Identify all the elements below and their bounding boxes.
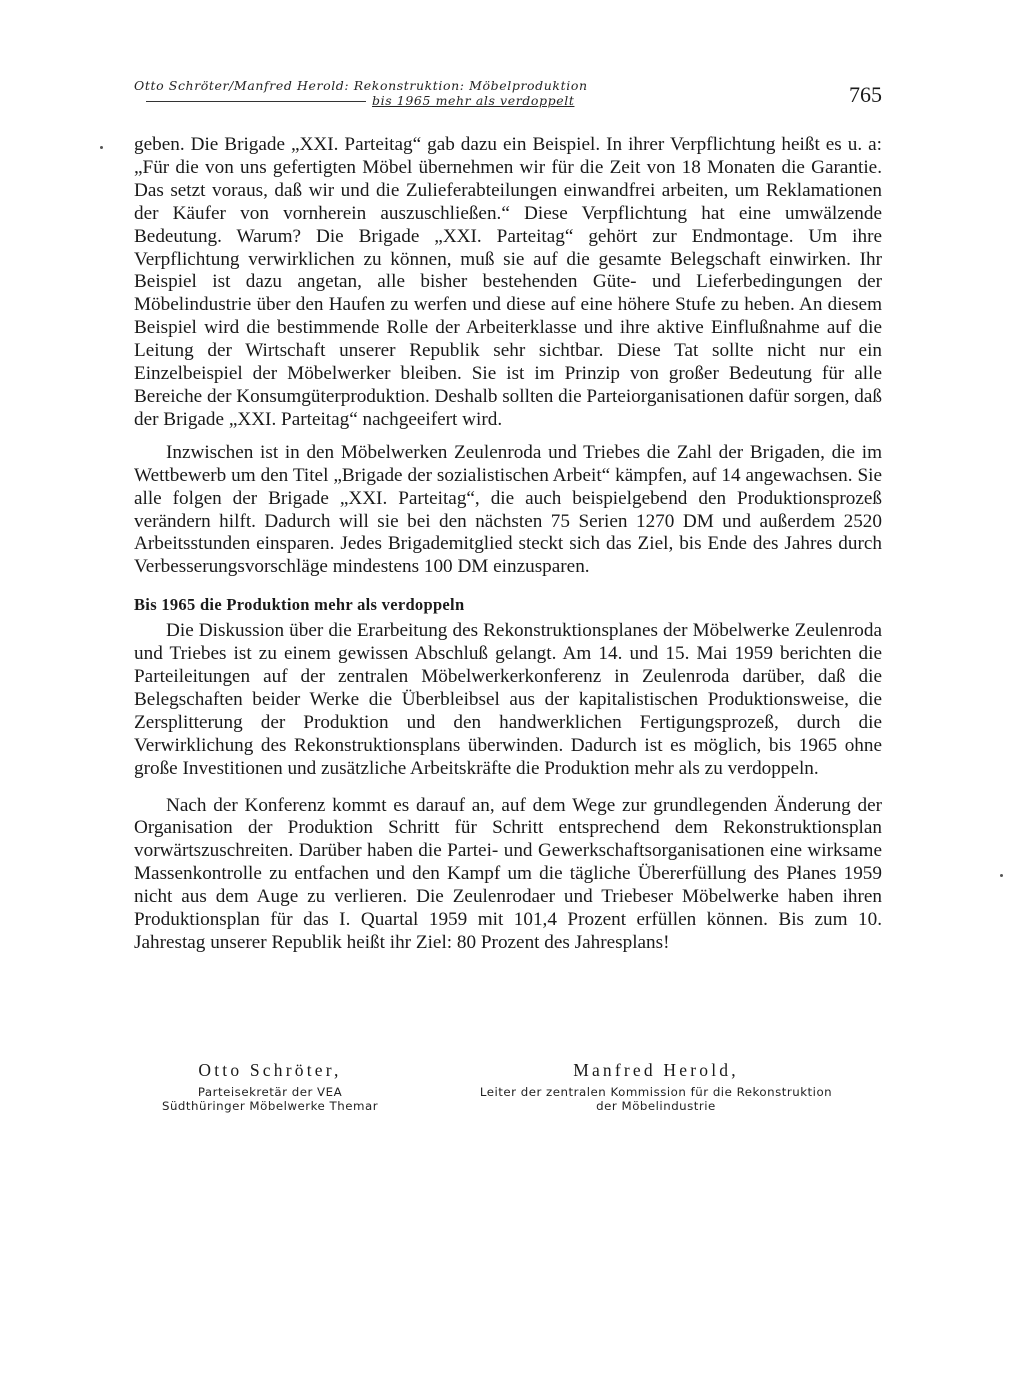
signature-block [134,1060,882,1130]
paragraph-4: Nach der Konferenz kommt es darauf an, auf dem Wege zur grundlegenden Änderung der Organisation der Produktion Schritt für Schritt entsprechend dem Rekonstruktionsplan vorwärtszuschreiten. Darüber haben die Partei- und Gewerkschaftsorganisationen eine wirksame Massenkontrolle zu entfachen und den Kampf um die tägliche Übererfüllung des Planes 1959 nicht aus dem Auge zu verlieren. Die Zeulenrodaer und Triebeser Möbelwerke haben ihren Produktionsplan für das I. Quartal 1959 mit 101,4 Prozent erfüllen können. Bis zum 10. Jahrestag unserer Republik heißt ihr Ziel: 80 Prozent des Jahresplans! [134,794,882,953]
signer-name-right: Manfred Herold, [573,1060,739,1080]
signer-role-right-1: Leiter der zentralen Kommission für die Rekonstruktion [479,1085,833,1099]
running-head-line-1: Otto Schröter/Manfred Herold: Rekonstruktion: Möbelproduktion [134,78,588,93]
scan-speck [1000,874,1003,877]
running-head [134,78,588,108]
signer-name-left: Otto Schröter, [198,1060,342,1080]
paragraph-3: Die Diskussion über die Erarbeitung des Rekonstruktionsplanes der Möbelwerke Zeulenroda und Triebes ist zu einem gewissen Abschluß gelangt. Am 14. und 15. Mai 1959 berichten die Parteileitungen auf der zentralen Möbelwerkerkonferenz in Zeulenroda darüber, daß die Belegschaften beider Werke die Überbleibsel aus der kapitalistischen Produktionsweise, die Zersplitterung der Produktion und den handwerklichen Fertigungsprozeß, durch die Verwirklichung des Rekonstruktionsplans überwinden. Dadurch ist es möglich, bis 1965 ohne große Investitionen und zusätzliche Arbeitskräfte die Produktion mehr als zu verdoppeln. [134,620,882,779]
page-header [134,78,884,110]
running-head-rule [146,101,366,102]
section-heading: Bis 1965 die Produktion mehr als verdoppeln [134,595,465,615]
scan-speck [100,146,103,149]
signer-role-right-2: der Möbelindustrie [596,1099,716,1113]
signer-role-left-2: Südthüringer Möbelwerke Themar [161,1099,379,1113]
paragraph-1: geben. Die Brigade „XXI. Parteitag“ gab dazu ein Beispiel. In ihrer Verpflichtung heißt es u. a: „Für die von uns gefertigten Möbel übernehmen wir für die Zeit von 18 Monaten die Garantie. Das setzt voraus, daß wir und die Zulieferabteilungen einwandfrei arbeiten, um Reklamationen der Käufer von vornherein auszuschließen.“ Diese Verpflichtung hat eine umwälzende Bedeutung. Warum? Die Brigade „XXI. Parteitag“ gehört zur Endmontage. Um ihre Verpflichtung verwirklichen zu können, muß sie auf die gesamte Belegschaft einwirken. Ihr Beispiel ist dazu angetan, alle bisher bestehenden Güte- und Lieferbedingungen der Möbelindustrie über den Haufen zu werfen und diese auf eine höhere Stufe zu heben. An diesem Beispiel wird die bestimmende Rolle der Arbeiterklasse und ihre aktive Einflußnahme auf die Leitung der Wirtschaft unserer Republik sehr sichtbar. Diese Tat sollte nicht nur ein Einzelbeispiel der Möbelwerker bleiben. Sie ist im Prinzip von großer Bedeutung für alle Bereiche der Konsumgüterproduktion. Deshalb sollten die Parteiorganisationen dafür sorgen, daß der Brigade „XXI. Parteitag“ nachgeeifert wird. [134,134,882,430]
page-number: 765 [849,82,882,107]
signature-right [428,1060,884,1113]
article-body [134,134,882,955]
signature-left [134,1060,406,1113]
running-head-line-2: bis 1965 mehr als verdoppelt [372,93,575,108]
paragraph-2: Inzwischen ist in den Möbelwerken Zeulenroda und Triebes die Zahl der Brigaden, die im Wettbewerb um den Titel „Brigade der sozialistischen Arbeit“ kämpfen, auf 14 angewachsen. Sie alle folgen der Brigade „XXI. Parteitag“, die auch beispielgebend den Produktionsprozeß verändern hilft. Dadurch will sie bei den nächsten 75 Serien 1270 DM und außerdem 2520 Arbeitsstunden einsparen. Jedes Brigademitglied steckt sich das Ziel, bis Ende des Jahres durch Verbesserungsvorschläge mindestens 100 DM einzusparen. [134,441,882,578]
signer-role-left-1: Parteisekretär der VEA [197,1085,343,1099]
